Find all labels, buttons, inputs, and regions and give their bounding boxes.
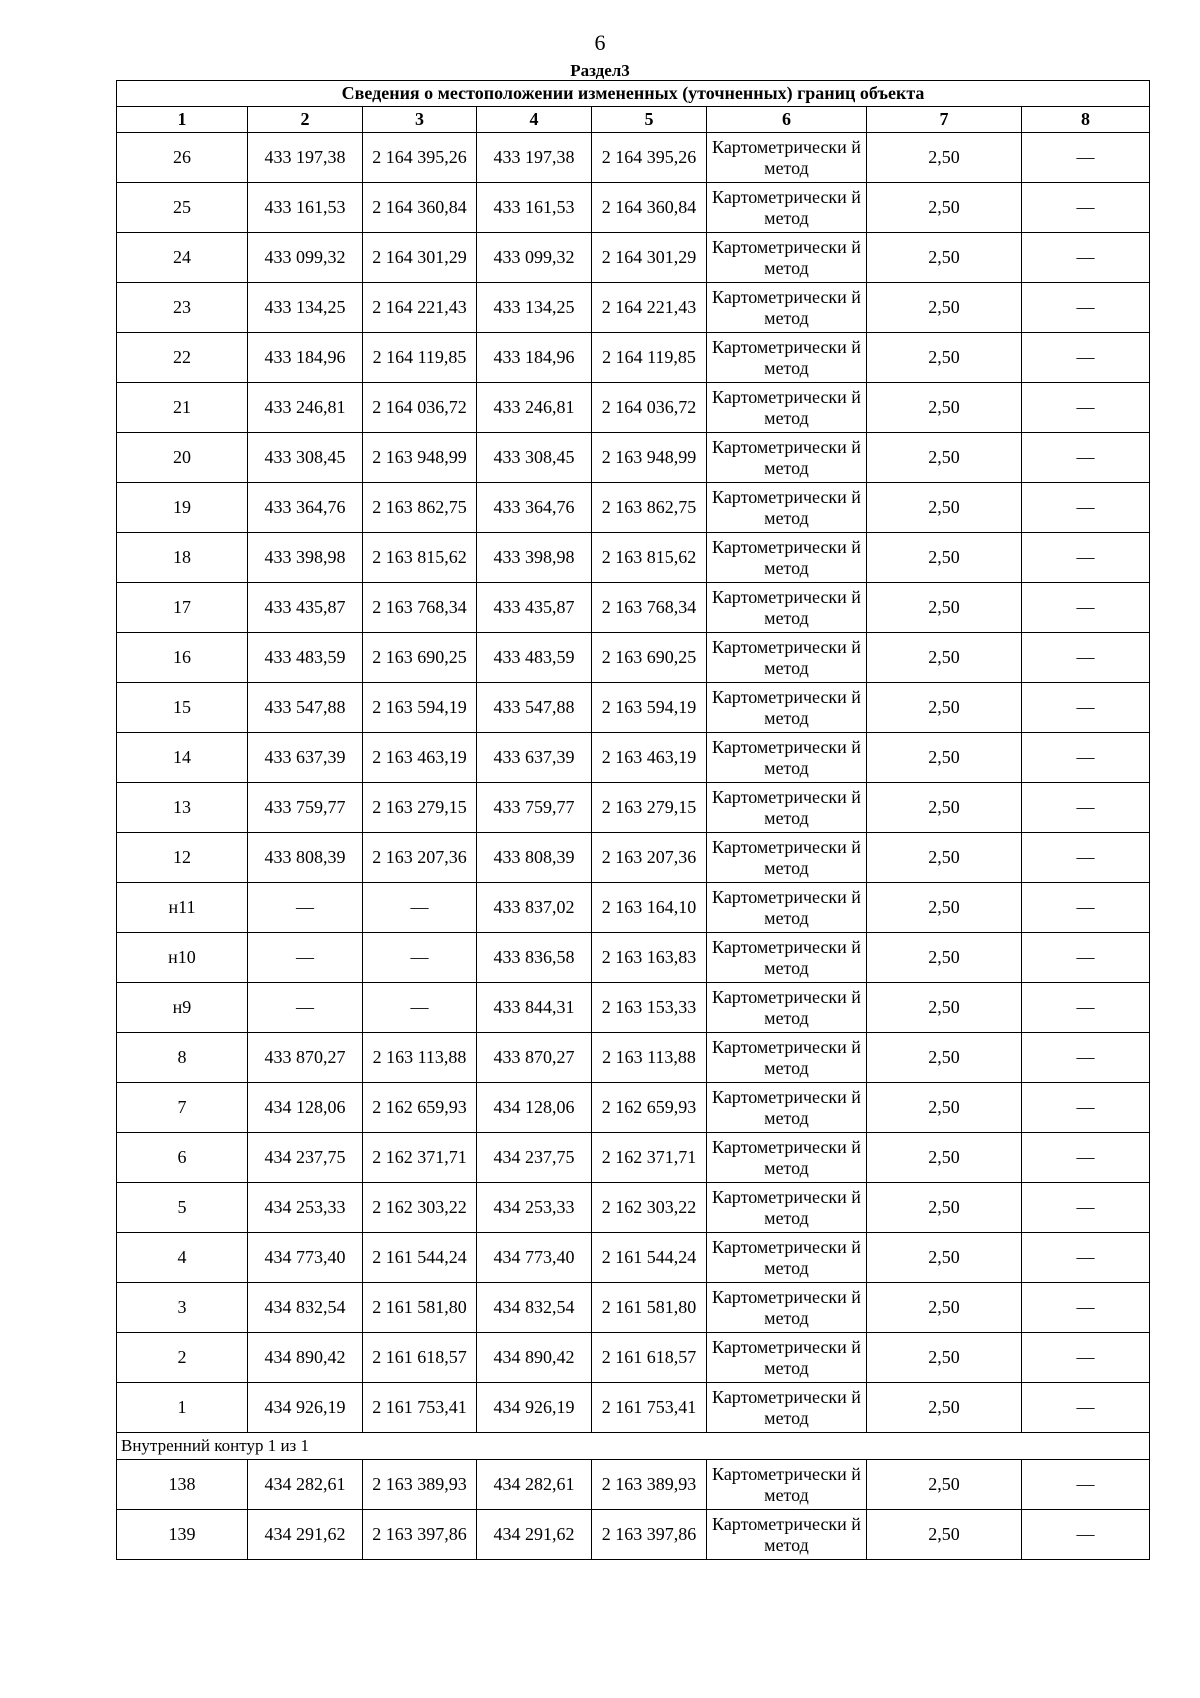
table-cell: 433 844,31 [477,983,592,1033]
table-cell: — [1022,733,1150,783]
table-cell: 2 164 221,43 [363,283,477,333]
column-header: 5 [592,107,707,133]
table-cell: 433 483,59 [477,633,592,683]
table-row [117,1333,1150,1383]
table-row [117,383,1150,433]
table-cell: 25 [117,183,248,233]
table-cell: 433 246,81 [248,383,363,433]
table-cell: 2,50 [867,583,1022,633]
table-cell: Картометрически й метод [707,483,867,533]
table-cell: — [1022,633,1150,683]
table-cell: 433 364,76 [248,483,363,533]
table-cell: 20 [117,433,248,483]
table-row [117,1033,1150,1083]
boundary-coordinates-table [116,80,1150,1560]
table-cell: Картометрически й метод [707,533,867,583]
table-cell: Картометрически й метод [707,633,867,683]
table-cell: 434 832,54 [248,1283,363,1333]
table-cell: — [1022,283,1150,333]
table-cell: — [1022,333,1150,383]
table-cell: 22 [117,333,248,383]
table-cell: 2 163 207,36 [592,833,707,883]
column-header: 4 [477,107,592,133]
inner-contour-body [117,1460,1150,1560]
table-cell: 2,50 [867,1233,1022,1283]
table-cell: 433 184,96 [477,333,592,383]
table-row [117,733,1150,783]
table-row [117,1133,1150,1183]
table-cell: 2 163 397,86 [592,1510,707,1560]
table-cell: 2,50 [867,483,1022,533]
table-cell: Картометрически й метод [707,1133,867,1183]
table-cell: 434 128,06 [248,1083,363,1133]
table-row [117,283,1150,333]
column-header: 2 [248,107,363,133]
table-cell: 433 364,76 [477,483,592,533]
table-body [117,133,1150,1433]
table-cell: 433 870,27 [477,1033,592,1083]
table-cell: Картометрически й метод [707,983,867,1033]
table-cell: — [248,883,363,933]
table-cell: 2 164 360,84 [363,183,477,233]
table-cell: 2 161 753,41 [363,1383,477,1433]
table-cell: 2 163 948,99 [363,433,477,483]
table-cell: Картометрически й метод [707,183,867,233]
table-cell: 2 161 581,80 [592,1283,707,1333]
table-cell: 2,50 [867,733,1022,783]
table-cell: Картометрически й метод [707,1333,867,1383]
table-cell: 2 164 360,84 [592,183,707,233]
table-cell: — [363,883,477,933]
table-cell: 2,50 [867,1083,1022,1133]
table-cell: 433 197,38 [477,133,592,183]
table-cell: 2 163 815,62 [592,533,707,583]
table-cell: 433 435,87 [477,583,592,633]
table-cell: 2,50 [867,783,1022,833]
table-row [117,333,1150,383]
table-cell: Картометрически й метод [707,783,867,833]
table-cell: 2,50 [867,533,1022,583]
column-header: 6 [707,107,867,133]
table-cell: Картометрически й метод [707,1233,867,1283]
table-cell: 2 163 690,25 [363,633,477,683]
table-cell: 2 163 768,34 [363,583,477,633]
table-cell: 433 870,27 [248,1033,363,1083]
table-cell: 2 163 463,19 [592,733,707,783]
table-cell: 2 164 395,26 [363,133,477,183]
table-cell: 433 435,87 [248,583,363,633]
table-cell: 2,50 [867,1383,1022,1433]
table-cell: 2 163 463,19 [363,733,477,783]
table-cell: — [1022,1083,1150,1133]
table-cell: 2 161 753,41 [592,1383,707,1433]
table-cell: 433 398,98 [477,533,592,583]
table-cell: 2 161 581,80 [363,1283,477,1333]
table-cell: 433 808,39 [248,833,363,883]
table-cell: 433 184,96 [248,333,363,383]
table-cell: 17 [117,583,248,633]
table-cell: 2 163 113,88 [363,1033,477,1083]
table-cell: 433 759,77 [248,783,363,833]
table-cell: Картометрически й метод [707,733,867,783]
table-cell: 434 890,42 [477,1333,592,1383]
table-cell: 433 099,32 [477,233,592,283]
table-cell: 434 128,06 [477,1083,592,1133]
table-cell: 434 926,19 [477,1383,592,1433]
table-cell: 8 [117,1033,248,1083]
table-cell: 2,50 [867,883,1022,933]
table-cell: 2 163 862,75 [363,483,477,533]
table-cell: Картометрически й метод [707,433,867,483]
table-cell: 2 164 119,85 [592,333,707,383]
table-row [117,1283,1150,1333]
table-row [117,683,1150,733]
table-cell: 23 [117,283,248,333]
table-cell: Картометрически й метод [707,333,867,383]
table-cell: 2,50 [867,933,1022,983]
table-cell: 433 099,32 [248,233,363,283]
table-row [117,583,1150,633]
table-cell: 1 [117,1383,248,1433]
table-row [117,933,1150,983]
table-cell: — [1022,783,1150,833]
table-cell: 7 [117,1083,248,1133]
table-cell: 433 398,98 [248,533,363,583]
table-cell: 434 282,61 [477,1460,592,1510]
table-cell: 433 637,39 [248,733,363,783]
table-cell: 12 [117,833,248,883]
table-cell: 2 164 119,85 [363,333,477,383]
table-cell: 2,50 [867,1133,1022,1183]
table-cell: — [1022,583,1150,633]
table-cell: — [1022,1510,1150,1560]
table-cell: 433 161,53 [477,183,592,233]
table-cell: 434 926,19 [248,1383,363,1433]
table-cell: 2,50 [867,133,1022,183]
table-cell: 433 547,88 [248,683,363,733]
table-cell: 2,50 [867,1283,1022,1333]
table-cell: Картометрически й метод [707,833,867,883]
table-cell: — [1022,1033,1150,1083]
table-row [117,1083,1150,1133]
table-cell: — [1022,383,1150,433]
table-cell: Картометрически й метод [707,233,867,283]
table-row [117,633,1150,683]
table-cell: 433 246,81 [477,383,592,433]
table-cell: 433 759,77 [477,783,592,833]
table-cell: — [1022,883,1150,933]
table-cell: 2 164 301,29 [592,233,707,283]
table-cell: — [1022,933,1150,983]
table-cell: 2,50 [867,333,1022,383]
table-cell: 2,50 [867,1183,1022,1233]
table-cell: Картометрически й метод [707,283,867,333]
table-cell: 434 253,33 [477,1183,592,1233]
table-cell: 2 161 544,24 [363,1233,477,1283]
table-cell: 16 [117,633,248,683]
table-cell: — [1022,233,1150,283]
table-cell: 5 [117,1183,248,1233]
table-cell: — [1022,683,1150,733]
table-cell: 2,50 [867,1033,1022,1083]
table-cell: 2 163 594,19 [592,683,707,733]
column-header: 8 [1022,107,1150,133]
table-cell: — [1022,183,1150,233]
table-cell: н10 [117,933,248,983]
column-header: 1 [117,107,248,133]
table-cell: — [1022,1383,1150,1433]
table-cell: Картометрически й метод [707,1033,867,1083]
table-row [117,1383,1150,1433]
column-header: 3 [363,107,477,133]
table-cell: — [1022,1183,1150,1233]
table-cell: 2,50 [867,633,1022,683]
table-cell: 2 163 113,88 [592,1033,707,1083]
table-cell: — [1022,983,1150,1033]
table-cell: 2,50 [867,383,1022,433]
column-header: 7 [867,107,1022,133]
table-row [117,1233,1150,1283]
table-cell: — [248,933,363,983]
table-cell: 2 163 207,36 [363,833,477,883]
table-cell: 2 163 279,15 [363,783,477,833]
table-cell: 2 163 397,86 [363,1510,477,1560]
table-cell: 2 161 618,57 [592,1333,707,1383]
table-cell: 18 [117,533,248,583]
table-cell: 24 [117,233,248,283]
table-cell: 433 837,02 [477,883,592,933]
table-cell: — [1022,533,1150,583]
table-caption: Сведения о местоположении измененных (уточненных) границ объекта [117,81,1150,107]
table-header-row [117,107,1150,133]
table-cell: 2 164 036,72 [592,383,707,433]
table-cell: 2 163 163,83 [592,933,707,983]
table-cell: — [1022,1333,1150,1383]
table-cell: Картометрически й метод [707,883,867,933]
table-cell: 2 163 153,33 [592,983,707,1033]
table-cell: 2 163 948,99 [592,433,707,483]
table-row [117,183,1150,233]
table-cell: 2 163 164,10 [592,883,707,933]
page-number: 6 [594,30,606,55]
table-cell: 434 890,42 [248,1333,363,1383]
inner-contour-label: Внутренний контур 1 из 1 [117,1433,1150,1460]
table-row [117,833,1150,883]
table-row [117,883,1150,933]
table-cell: 2 163 389,93 [363,1460,477,1510]
table-cell: 19 [117,483,248,533]
table-cell: — [1022,483,1150,533]
table-row [117,1460,1150,1510]
table-cell: 433 134,25 [477,283,592,333]
table-cell: 433 836,58 [477,933,592,983]
table-cell: 434 773,40 [248,1233,363,1283]
table-cell: 2 163 594,19 [363,683,477,733]
table-cell: 434 291,62 [248,1510,363,1560]
table-cell: 2 161 544,24 [592,1233,707,1283]
table-cell: 2,50 [867,833,1022,883]
table-cell: 434 237,75 [248,1133,363,1183]
table-cell: 2,50 [867,1510,1022,1560]
table-cell: Картометрически й метод [707,683,867,733]
table-cell: 4 [117,1233,248,1283]
table-cell: 2 [117,1333,248,1383]
table-cell: 2 163 389,93 [592,1460,707,1510]
table-cell: 6 [117,1133,248,1183]
table-cell: 3 [117,1283,248,1333]
table-row [117,983,1150,1033]
table-cell: 434 773,40 [477,1233,592,1283]
table-cell: 2,50 [867,683,1022,733]
table-cell: Картометрически й метод [707,933,867,983]
table-cell: Картометрически й метод [707,1510,867,1560]
table-cell: 2 163 768,34 [592,583,707,633]
table-cell: — [363,933,477,983]
table-cell: 2 162 371,71 [592,1133,707,1183]
table-row [117,1183,1150,1233]
table-cell: н9 [117,983,248,1033]
table-row [117,533,1150,583]
table-cell: 2 163 815,62 [363,533,477,583]
table-cell: Картометрически й метод [707,383,867,433]
table-cell: — [363,983,477,1033]
table-cell: 2 164 036,72 [363,383,477,433]
table-cell: 21 [117,383,248,433]
table-cell: Картометрически й метод [707,583,867,633]
table-row [117,483,1150,533]
table-cell: — [1022,433,1150,483]
table-cell: 2 162 303,22 [592,1183,707,1233]
table-cell: 2 164 221,43 [592,283,707,333]
table-cell: 2,50 [867,283,1022,333]
table-cell: — [1022,1460,1150,1510]
table-cell: — [1022,1133,1150,1183]
table-cell: 2 161 618,57 [363,1333,477,1383]
table-cell: 2 164 301,29 [363,233,477,283]
table-cell: 13 [117,783,248,833]
table-cell: 2 162 303,22 [363,1183,477,1233]
table-cell: 433 161,53 [248,183,363,233]
table-cell: 2 162 659,93 [592,1083,707,1133]
table-cell: 2,50 [867,1460,1022,1510]
table-cell: Картометрически й метод [707,1283,867,1333]
table-cell: — [248,983,363,1033]
table-cell: 2 163 690,25 [592,633,707,683]
section-title: Раздел3 [570,61,630,80]
table-cell: — [1022,133,1150,183]
table-cell: 2 162 659,93 [363,1083,477,1133]
table-row [117,433,1150,483]
table-cell: 433 637,39 [477,733,592,783]
table-cell: 2 162 371,71 [363,1133,477,1183]
table-cell: 434 282,61 [248,1460,363,1510]
table-cell: 433 483,59 [248,633,363,683]
table-cell: 2 163 279,15 [592,783,707,833]
table-cell: 139 [117,1510,248,1560]
table-cell: Картометрически й метод [707,133,867,183]
table-cell: 433 808,39 [477,833,592,883]
table-cell: 433 134,25 [248,283,363,333]
table-cell: 2,50 [867,183,1022,233]
table-cell: 2 164 395,26 [592,133,707,183]
table-cell: 2 163 862,75 [592,483,707,533]
table-cell: — [1022,1233,1150,1283]
table-row [117,783,1150,833]
table-row [117,133,1150,183]
table-cell: 2,50 [867,983,1022,1033]
table-cell: 2,50 [867,233,1022,283]
table-cell: Картометрически й метод [707,1083,867,1133]
table-cell: Картометрически й метод [707,1383,867,1433]
table-cell: 14 [117,733,248,783]
table-cell: н11 [117,883,248,933]
table-cell: — [1022,1283,1150,1333]
inner-contour-row [117,1433,1150,1460]
table-cell: 434 291,62 [477,1510,592,1560]
table-cell: 433 308,45 [477,433,592,483]
table-cell: Картометрически й метод [707,1460,867,1510]
table-cell: 434 237,75 [477,1133,592,1183]
table-cell: 2,50 [867,1333,1022,1383]
table-cell: 26 [117,133,248,183]
table-cell: 138 [117,1460,248,1510]
table-cell: 433 197,38 [248,133,363,183]
table-cell: — [1022,833,1150,883]
table-row [117,1510,1150,1560]
table-cell: 434 832,54 [477,1283,592,1333]
table-cell: 433 547,88 [477,683,592,733]
table-cell: Картометрически й метод [707,1183,867,1233]
table-row [117,233,1150,283]
table-cell: 434 253,33 [248,1183,363,1233]
table-cell: 2,50 [867,433,1022,483]
table-cell: 433 308,45 [248,433,363,483]
table-cell: 15 [117,683,248,733]
